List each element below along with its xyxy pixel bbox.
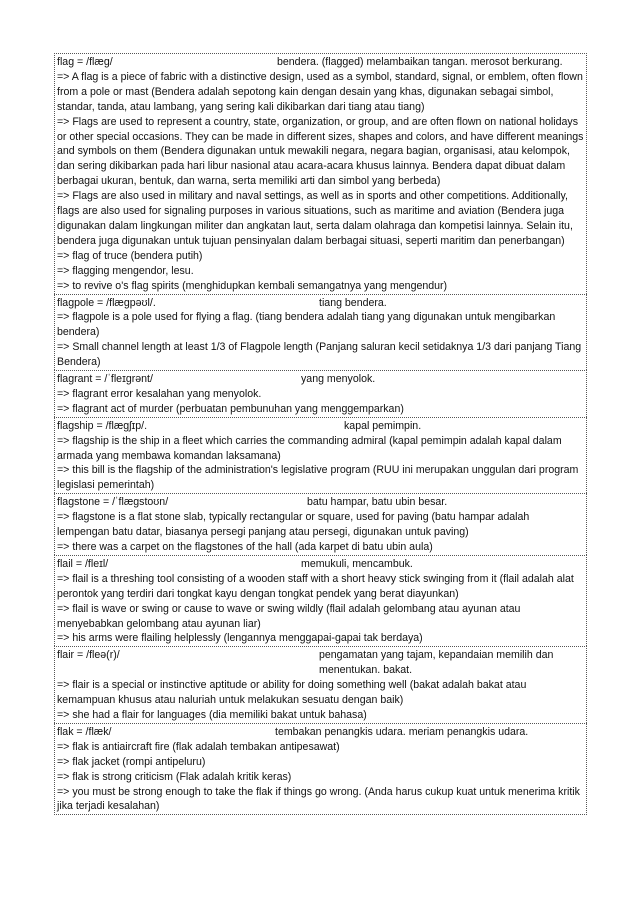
entry-example-line: => flak is antiaircraft fire (flak adalah tembakan antipesawat): [57, 740, 340, 753]
entry-headline: [57, 372, 584, 387]
entry-example-line: => flair is a special or instinctive aptitude or ability for doing something well (bakat adalah bakat atau kemampuan khusus atau naluriah untuk melakukan sesuatu dengan baik): [57, 679, 527, 707]
dictionary-entry: [54, 555, 587, 646]
entry-example-line: => she had a flair for languages (dia memiliki bakat untuk bahasa): [57, 708, 367, 721]
entry-example-line: => to revive o's flag spirits (menghidupkan kembali semangatnya yang mengendur): [57, 279, 448, 292]
entry-headline: [57, 648, 584, 678]
dictionary-entry: [54, 370, 587, 417]
entry-translation: memukuli, mencambuk.: [301, 557, 413, 570]
entry-example-line: => flak is strong criticism (Flak adalah kritik keras): [57, 770, 292, 783]
entry-example-line: => flail is a threshing tool consisting of a wooden staff with a short heavy stick swinging from it (flail adalah alat perontok yang terdiri dari tongkat kayu dengan tongkat pendek yang berat diayunkan): [57, 572, 574, 600]
entry-translation: yang menyolok.: [301, 373, 376, 386]
entry-headline: [57, 495, 584, 510]
entry-headline: [57, 55, 584, 70]
entry-term: flag = /flæg/: [57, 56, 113, 68]
entry-example-line: => his arms were flailing helplessly (lengannya menggapai-gapai tak berdaya): [57, 632, 423, 645]
entry-example-line: => flagstone is a flat stone slab, typically rectangular or square, used for paving (batu hampar adalah lempengan batu datar, biasanya persegi panjang atau persegi, digunakan untuk paving): [57, 511, 530, 539]
entry-example-line: => Small channel length at least 1/3 of Flagpole length (Panjang saluran kecil setidaknya 1/3 dari panjang Tiang Bendera): [57, 341, 582, 369]
entry-example-line: => you must be strong enough to take the flak if things go wrong. (Anda harus cukup kuat untuk menerima kritik jika terjadi kesalahan): [57, 785, 580, 813]
entry-translation: tiang bendera.: [319, 296, 387, 309]
entry-translation: tembakan penangkis udara. meriam penangkis udara.: [275, 725, 529, 738]
entry-example-line: => A flag is a piece of fabric with a distinctive design, used as a symbol, standard, signal, or emblem, often flown from a pole or mast (Bendera adalah sepotong kain dengan desain yang khas, digunakan sebagai simbol, standar, tanda, atau lambang, yang sering kali dikibarkan dari tiang atau tiang): [57, 70, 583, 113]
entry-headline: [57, 557, 584, 572]
entry-example-line: => flagging mengendor, lesu.: [57, 264, 194, 277]
entry-term: flagrant = /ˈfleɪɡrənt/: [57, 373, 153, 386]
entry-example-line: => flagship is the ship in a fleet which carries the commanding admiral (kapal pemimpin adalah kapal dalam armada yang membawa komandan laksamana): [57, 434, 562, 462]
entry-term: flair = /fleə(r)/: [57, 649, 120, 662]
dictionary-entry: [54, 723, 587, 815]
entry-example-line: => this bill is the flagship of the administration's legislative program (RUU ini merupakan unggulan dari program legislasi pemerintah): [57, 464, 579, 492]
entry-translation: batu hampar, batu ubin besar.: [307, 496, 448, 509]
dictionary-entry: [54, 646, 587, 723]
dictionary-entry: [54, 294, 587, 371]
entry-term: flagship = /flægʃɪp/.: [57, 419, 148, 432]
entry-translation: kapal pemimpin.: [344, 419, 422, 432]
entry-example-line: => flak jacket (rompi antipeluru): [57, 755, 206, 768]
entry-term: flak = /flæk/: [57, 725, 112, 738]
dictionary-page: [54, 53, 587, 815]
entry-example-line: => Flags are used to represent a country, state, organization, or group, and are often flown on national holidays or other special occasions. They can be made in different sizes, shapes and colors, and have different meanings and symbols on them (Bendera digunakan untuk mewakili negara, negara bagian, organisasi, atau kelompok, dan sering dikibarkan pada hari libur nasional atau acara-acara khusus lainnya. Bendera dapat dibuat dalam berbagai ukuran, bentuk, dan warna, serta memiliki arti dan simbol yang berbeda): [57, 115, 584, 188]
entry-headline: [57, 296, 584, 311]
entry-term: flagpole = /flægpəʊl/.: [57, 296, 156, 309]
entry-example-line: => flagrant error kesalahan yang menyolok.: [57, 387, 262, 400]
entry-headline: [57, 419, 584, 434]
entry-example-line: => flagrant act of murder (perbuatan pembunuhan yang menggemparkan): [57, 402, 404, 415]
entry-example-line: => flail is wave or swing or cause to wave or swing wildly (flail adalah gelombang atau ayunan atau menyebabkan gelombang atau ayunan liar): [57, 602, 521, 630]
dictionary-entry: [54, 493, 587, 555]
entry-term: flagstone = /ˈflæɡstoʊn/: [57, 496, 169, 509]
entry-example-line: => Flags are also used in military and naval settings, as well as in sports and other competitions. Additionally, flags are also used for signaling purposes in various situations, such as maritime and aviation (Bendera juga digunakan dalam lingkungan militer dan angkatan laut, serta dalam olahraga dan kompetisi lainnya. Selain itu, bendera juga digunakan untuk tujuan pensinyalan dalam berbagai situasi, seperti maritim dan penerbangan): [57, 190, 573, 247]
entry-translation: bendera. (flagged) melambaikan tangan. merosot berkurang.: [277, 56, 563, 68]
entry-headline: [57, 725, 584, 740]
entry-example-line: => there was a carpet on the flagstones of the hall (ada karpet di batu ubin aula): [57, 541, 433, 553]
entry-translation: pengamatan yang tajam, kepandaian memilih dan menentukan. bakat.: [319, 649, 554, 677]
entry-term: flail = /fleɪl/: [57, 557, 109, 570]
dictionary-entry: [54, 53, 587, 294]
dictionary-entry: [54, 417, 587, 494]
entry-example-line: => flag of truce (bendera putih): [57, 249, 203, 262]
entry-example-line: => flagpole is a pole used for flying a flag. (tiang bendera adalah tiang yang digunakan untuk mengibarkan bendera): [57, 311, 556, 339]
